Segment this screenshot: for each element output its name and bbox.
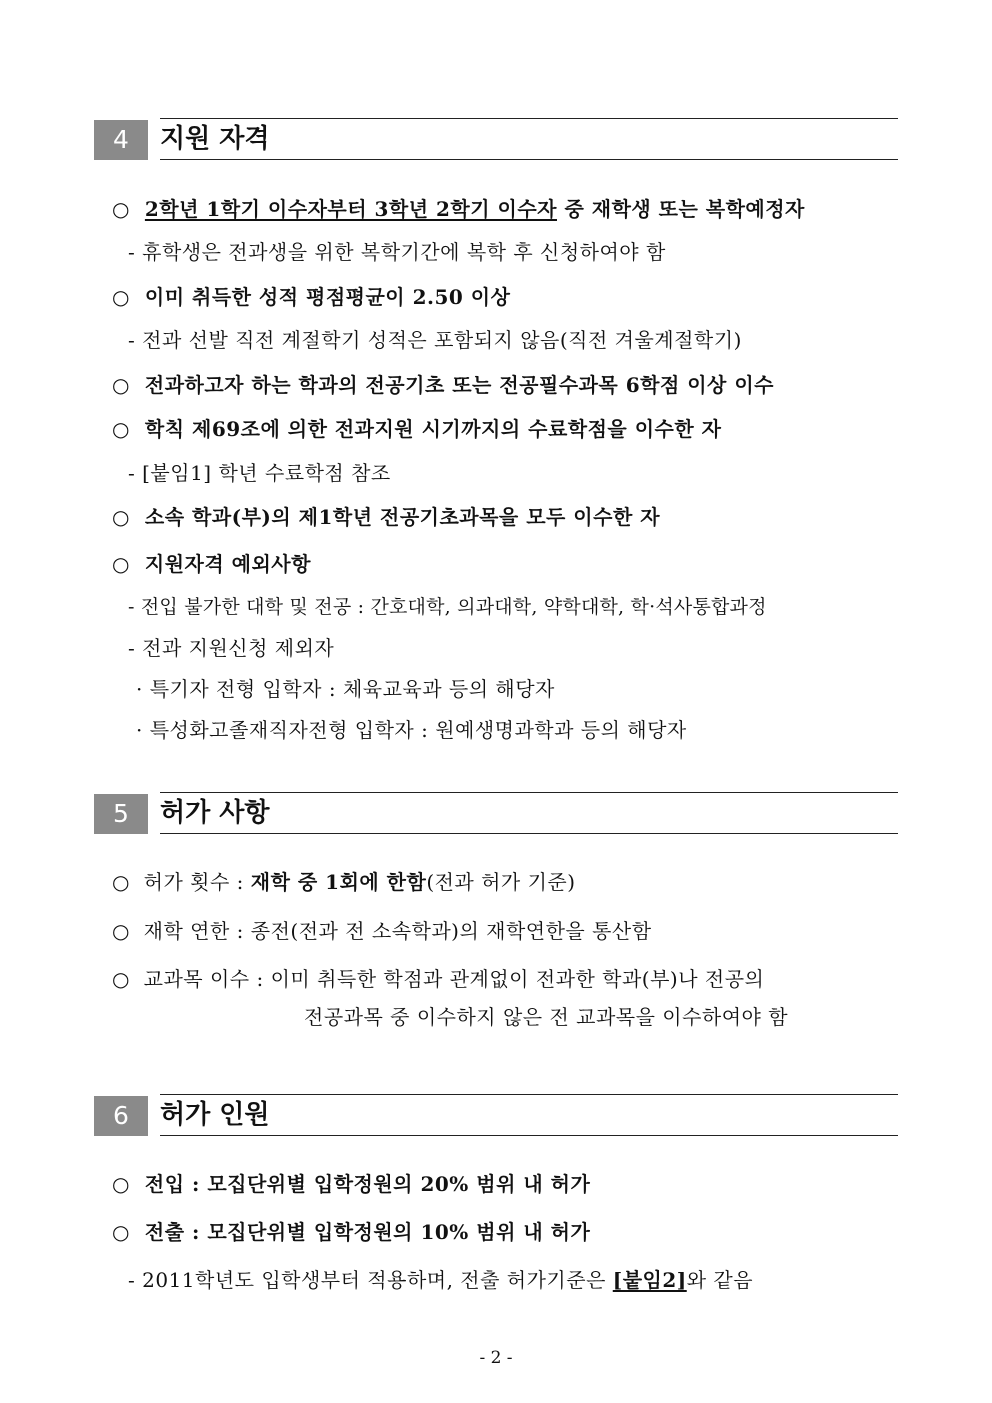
list-item: ○ 전출 : 모집단위별 입학정원의 10% 범위 내 허가 bbox=[112, 1220, 591, 1244]
list-subitem: - 전과 선발 직전 계절학기 성적은 포함되지 않음(직전 겨울계절학기) bbox=[128, 328, 742, 352]
section-title: 지원 자격 bbox=[160, 118, 898, 160]
list-item: ○ 전입 : 모집단위별 입학정원의 20% 범위 내 허가 bbox=[112, 1172, 591, 1196]
list-subitem: - 휴학생은 전과생을 위한 복학기간에 복학 후 신청하여야 함 bbox=[128, 240, 666, 264]
section-4-header bbox=[94, 118, 898, 160]
list-subitem: - 전입 불가한 대학 및 전공 : 간호대학, 의과대학, 약학대학, 학·석사통합과정 bbox=[128, 596, 767, 618]
section-5-header bbox=[94, 792, 898, 834]
page-number: - 2 - bbox=[479, 1348, 513, 1368]
section-6-header bbox=[94, 1094, 898, 1136]
list-item-continuation: 전공과목 중 이수하지 않은 전 교과목을 이수하여야 함 bbox=[304, 1005, 789, 1029]
list-item: ○ 교과목 이수 : 이미 취득한 학점과 관계없이 전과한 학과(부)나 전공의 bbox=[112, 967, 765, 991]
section-number: 5 bbox=[94, 794, 148, 834]
list-item: ○ 허가 횟수 : 재학 중 1회에 한함(전과 허가 기준) bbox=[112, 870, 576, 894]
eligibility-highlight: 2학년 1학기 이수자부터 3학년 2학기 이수자 bbox=[144, 197, 557, 221]
list-subitem: - [붙임1] 학년 수료학점 참조 bbox=[128, 461, 391, 485]
list-subitem: - 2011학년도 입학생부터 적용하며, 전출 허가기준은 [붙임2]와 같음 bbox=[128, 1268, 754, 1292]
attachment-2-ref: [붙임2] bbox=[612, 1268, 687, 1292]
section-title: 허가 인원 bbox=[160, 1094, 898, 1136]
section-title: 허가 사항 bbox=[160, 792, 898, 834]
list-subitem: - 전과 지원신청 제외자 bbox=[128, 636, 335, 660]
list-item: ○ 재학 연한 : 종전(전과 전 소속학과)의 재학연한을 통산함 bbox=[112, 919, 652, 943]
section-number: 4 bbox=[94, 120, 148, 160]
list-item: ○ 지원자격 예외사항 bbox=[112, 552, 311, 576]
list-item: ○ 학칙 제69조에 의한 전과지원 시기까지의 수료학점을 이수한 자 bbox=[112, 417, 722, 441]
list-item: ○ 전과하고자 하는 학과의 전공기초 또는 전공필수과목 6학점 이상 이수 bbox=[112, 373, 774, 397]
list-item: ○ 2학년 1학기 이수자부터 3학년 2학기 이수자 중 재학생 또는 복학예정자 bbox=[112, 197, 805, 221]
list-item: ○ 소속 학과(부)의 제1학년 전공기초과목을 모두 이수한 자 bbox=[112, 505, 661, 529]
section-number: 6 bbox=[94, 1096, 148, 1136]
list-item: ○ 이미 취득한 성적 평점평균이 2.50 이상 bbox=[112, 285, 511, 309]
list-bullet: · 특기자 전형 입학자 : 체육교육과 등의 해당자 bbox=[136, 677, 555, 701]
list-bullet: · 특성화고졸재직자전형 입학자 : 원예생명과학과 등의 해당자 bbox=[136, 718, 687, 742]
